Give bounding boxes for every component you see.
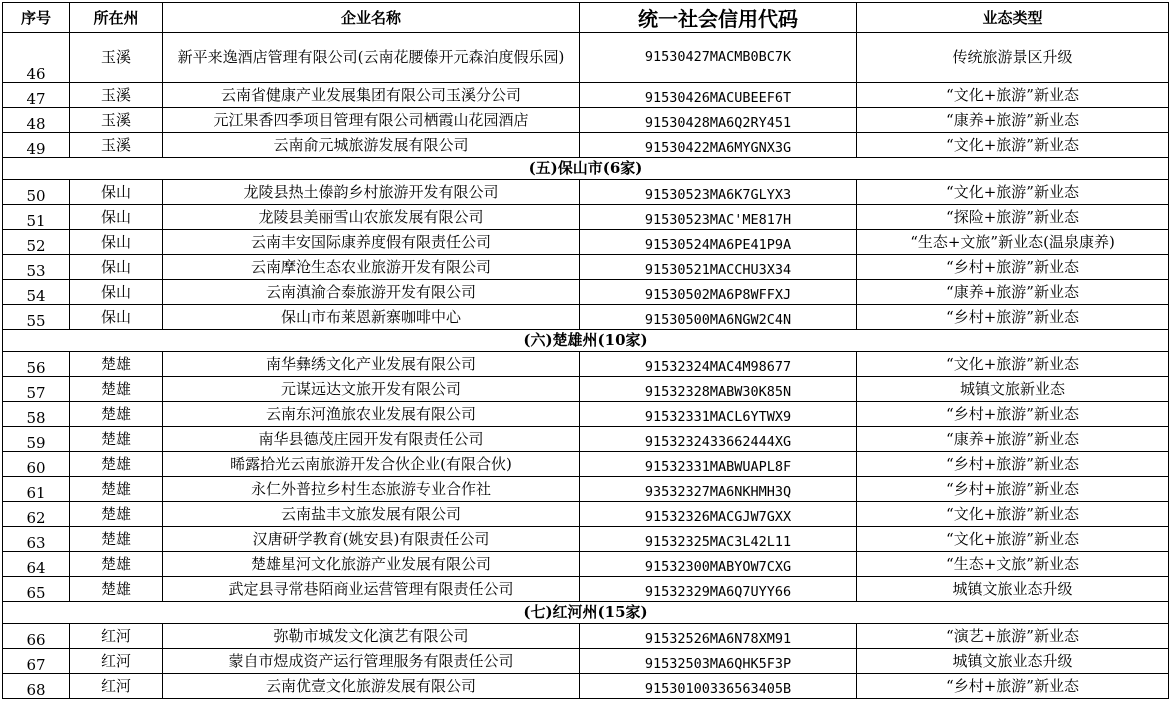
row-type: “康养+旅游”新业态 (857, 108, 1169, 133)
row-type: “乡村+旅游”新业态 (857, 477, 1169, 502)
row-code: 91530524MA6PE41P9A (580, 230, 857, 255)
row-region: 楚雄 (70, 452, 163, 477)
row-name: 云南摩沧生态农业旅游开发有限公司 (163, 255, 580, 280)
table-row (3, 402, 1169, 427)
row-seq: 56 (3, 352, 70, 377)
row-seq: 60 (3, 452, 70, 477)
row-name: 晞露拾光云南旅游开发合伙企业(有限合伙) (163, 452, 580, 477)
row-code: 9153232433662444XG (580, 427, 857, 452)
row-region: 楚雄 (70, 502, 163, 527)
table-row (3, 377, 1169, 402)
row-code: 91530523MAC'ME817H (580, 205, 857, 230)
table-row (3, 205, 1169, 230)
row-code: 91530426MACUBEEF6T (580, 83, 857, 108)
row-type: “乡村+旅游”新业态 (857, 305, 1169, 330)
row-name: 云南俞元城旅游发展有限公司 (163, 133, 580, 158)
row-seq: 67 (3, 649, 70, 674)
row-code: 91532328MABW30K85N (580, 377, 857, 402)
table-row (3, 477, 1169, 502)
table-row (3, 624, 1169, 649)
section-title-chuxiong: (六)楚雄州(10家) (3, 330, 1169, 352)
row-code: 93532327MA6NKHMH3Q (580, 477, 857, 502)
row-region: 保山 (70, 305, 163, 330)
row-seq: 54 (3, 280, 70, 305)
row-region: 红河 (70, 624, 163, 649)
row-type: “文化+旅游”新业态 (857, 83, 1169, 108)
row-type: “探险+旅游”新业态 (857, 205, 1169, 230)
table-header-row (3, 3, 1169, 33)
row-code: 91530521MACCHU3X34 (580, 255, 857, 280)
row-name: 新平来逸酒店管理有限公司(云南花腰傣开元森泊度假乐园) (163, 33, 580, 83)
row-type: “文化+旅游”新业态 (857, 527, 1169, 552)
row-type: “乡村+旅游”新业态 (857, 402, 1169, 427)
row-code: 91530428MA6Q2RY451 (580, 108, 857, 133)
row-code: 91532325MAC3L42L11 (580, 527, 857, 552)
row-code: 91532300MABYOW7CXG (580, 552, 857, 577)
row-code: 91530523MA6K7GLYX3 (580, 180, 857, 205)
row-name: 龙陵县热土傣韵乡村旅游开发有限公司 (163, 180, 580, 205)
row-code: 91532331MACL6YTWX9 (580, 402, 857, 427)
table-row (3, 83, 1169, 108)
row-code: 91532526MA6N78XM91 (580, 624, 857, 649)
table-row (3, 305, 1169, 330)
section-row (3, 330, 1169, 352)
table-row (3, 452, 1169, 477)
row-name: 汉唐研学教育(姚安县)有限责任公司 (163, 527, 580, 552)
row-name: 楚雄星河文化旅游产业发展有限公司 (163, 552, 580, 577)
row-code: 91530100336563405B (580, 674, 857, 699)
row-type: “文化+旅游”新业态 (857, 502, 1169, 527)
row-name: 元谋远达文旅开发有限公司 (163, 377, 580, 402)
row-seq: 63 (3, 527, 70, 552)
row-region: 保山 (70, 280, 163, 305)
row-type: “文化+旅游”新业态 (857, 180, 1169, 205)
row-name: 云南盐丰文旅发展有限公司 (163, 502, 580, 527)
row-region: 楚雄 (70, 352, 163, 377)
row-type: “文化+旅游”新业态 (857, 133, 1169, 158)
row-region: 楚雄 (70, 552, 163, 577)
row-code: 91532324MAC4M98677 (580, 352, 857, 377)
row-code: 91530427MACMB0BC7K (580, 33, 857, 83)
row-seq: 48 (3, 108, 70, 133)
row-type: “文化+旅游”新业态 (857, 352, 1169, 377)
row-type: “生态+文旅”新业态 (857, 552, 1169, 577)
row-name: 云南丰安国际康养度假有限责任公司 (163, 230, 580, 255)
header-seq: 序号 (3, 3, 70, 33)
row-region: 楚雄 (70, 477, 163, 502)
row-region: 保山 (70, 205, 163, 230)
row-type: 城镇文旅新业态 (857, 377, 1169, 402)
header-name: 企业名称 (163, 3, 580, 33)
row-name: 永仁外普拉乡村生态旅游专业合作社 (163, 477, 580, 502)
row-seq: 52 (3, 230, 70, 255)
row-name: 云南滇渝合泰旅游开发有限公司 (163, 280, 580, 305)
row-seq: 50 (3, 180, 70, 205)
row-type: “乡村+旅游”新业态 (857, 452, 1169, 477)
row-type: “演艺+旅游”新业态 (857, 624, 1169, 649)
table-row (3, 502, 1169, 527)
row-seq: 55 (3, 305, 70, 330)
row-seq: 49 (3, 133, 70, 158)
row-region: 保山 (70, 230, 163, 255)
section-title-honghe: (七)红河州(15家) (3, 602, 1169, 624)
table-row (3, 180, 1169, 205)
section-title-baoshan: (五)保山市(6家) (3, 158, 1169, 180)
table-row (3, 108, 1169, 133)
row-region: 楚雄 (70, 527, 163, 552)
row-seq: 57 (3, 377, 70, 402)
row-seq: 53 (3, 255, 70, 280)
row-type: “乡村+旅游”新业态 (857, 674, 1169, 699)
header-type: 业态类型 (857, 3, 1169, 33)
row-seq: 58 (3, 402, 70, 427)
row-code: 91532329MA6Q7UYY66 (580, 577, 857, 602)
table-row (3, 674, 1169, 699)
table-row (3, 649, 1169, 674)
row-seq: 64 (3, 552, 70, 577)
row-region: 红河 (70, 649, 163, 674)
row-name: 南华县德茂庄园开发有限责任公司 (163, 427, 580, 452)
row-name: 保山市布莱恩新寨咖啡中心 (163, 305, 580, 330)
row-type: “康养+旅游”新业态 (857, 280, 1169, 305)
row-type: 城镇文旅业态升级 (857, 649, 1169, 674)
row-name: 南华彝绣文化产业发展有限公司 (163, 352, 580, 377)
row-region: 楚雄 (70, 402, 163, 427)
row-code: 91530422MA6MYGNX3G (580, 133, 857, 158)
row-name: 弥勒市城发文化演艺有限公司 (163, 624, 580, 649)
row-name: 龙陵县美丽雪山农旅发展有限公司 (163, 205, 580, 230)
table-row (3, 527, 1169, 552)
table-row (3, 427, 1169, 452)
row-region: 玉溪 (70, 108, 163, 133)
row-seq: 68 (3, 674, 70, 699)
row-type: “乡村+旅游”新业态 (857, 255, 1169, 280)
row-seq: 59 (3, 427, 70, 452)
row-name: 蒙自市煜成资产运行管理服务有限责任公司 (163, 649, 580, 674)
enterprise-table (2, 2, 1169, 699)
table-row (3, 33, 1169, 83)
row-name: 云南东河渔旅农业发展有限公司 (163, 402, 580, 427)
header-region: 所在州 (70, 3, 163, 33)
row-name: 武定县寻常巷陌商业运营管理有限责任公司 (163, 577, 580, 602)
table-row (3, 280, 1169, 305)
table-row (3, 255, 1169, 280)
table-row (3, 230, 1169, 255)
row-seq: 46 (3, 33, 70, 83)
row-region: 玉溪 (70, 133, 163, 158)
table-row (3, 552, 1169, 577)
row-type: “康养+旅游”新业态 (857, 427, 1169, 452)
table-row (3, 352, 1169, 377)
table-row (3, 133, 1169, 158)
row-type: “生态+文旅”新业态(温泉康养) (857, 230, 1169, 255)
row-region: 楚雄 (70, 377, 163, 402)
row-code: 91532326MACGJW7GXX (580, 502, 857, 527)
row-type: 传统旅游景区升级 (857, 33, 1169, 83)
row-code: 91530500MA6NGW2C4N (580, 305, 857, 330)
row-region: 楚雄 (70, 427, 163, 452)
row-name: 云南省健康产业发展集团有限公司玉溪分公司 (163, 83, 580, 108)
row-region: 保山 (70, 255, 163, 280)
row-region: 玉溪 (70, 83, 163, 108)
header-code: 统一社会信用代码 (580, 3, 857, 33)
row-region: 玉溪 (70, 33, 163, 83)
row-region: 保山 (70, 180, 163, 205)
row-code: 91532331MABWUAPL8F (580, 452, 857, 477)
row-region: 红河 (70, 674, 163, 699)
row-seq: 61 (3, 477, 70, 502)
row-seq: 51 (3, 205, 70, 230)
section-row (3, 158, 1169, 180)
row-seq: 62 (3, 502, 70, 527)
row-name: 云南优壹文化旅游发展有限公司 (163, 674, 580, 699)
row-code: 91530502MA6P8WFFXJ (580, 280, 857, 305)
row-type: 城镇文旅业态升级 (857, 577, 1169, 602)
row-seq: 65 (3, 577, 70, 602)
row-code: 91532503MA6QHK5F3P (580, 649, 857, 674)
row-seq: 47 (3, 83, 70, 108)
row-seq: 66 (3, 624, 70, 649)
table-row (3, 577, 1169, 602)
row-region: 楚雄 (70, 577, 163, 602)
row-name: 元江果香四季项目管理有限公司栖霞山花园酒店 (163, 108, 580, 133)
section-row (3, 602, 1169, 624)
